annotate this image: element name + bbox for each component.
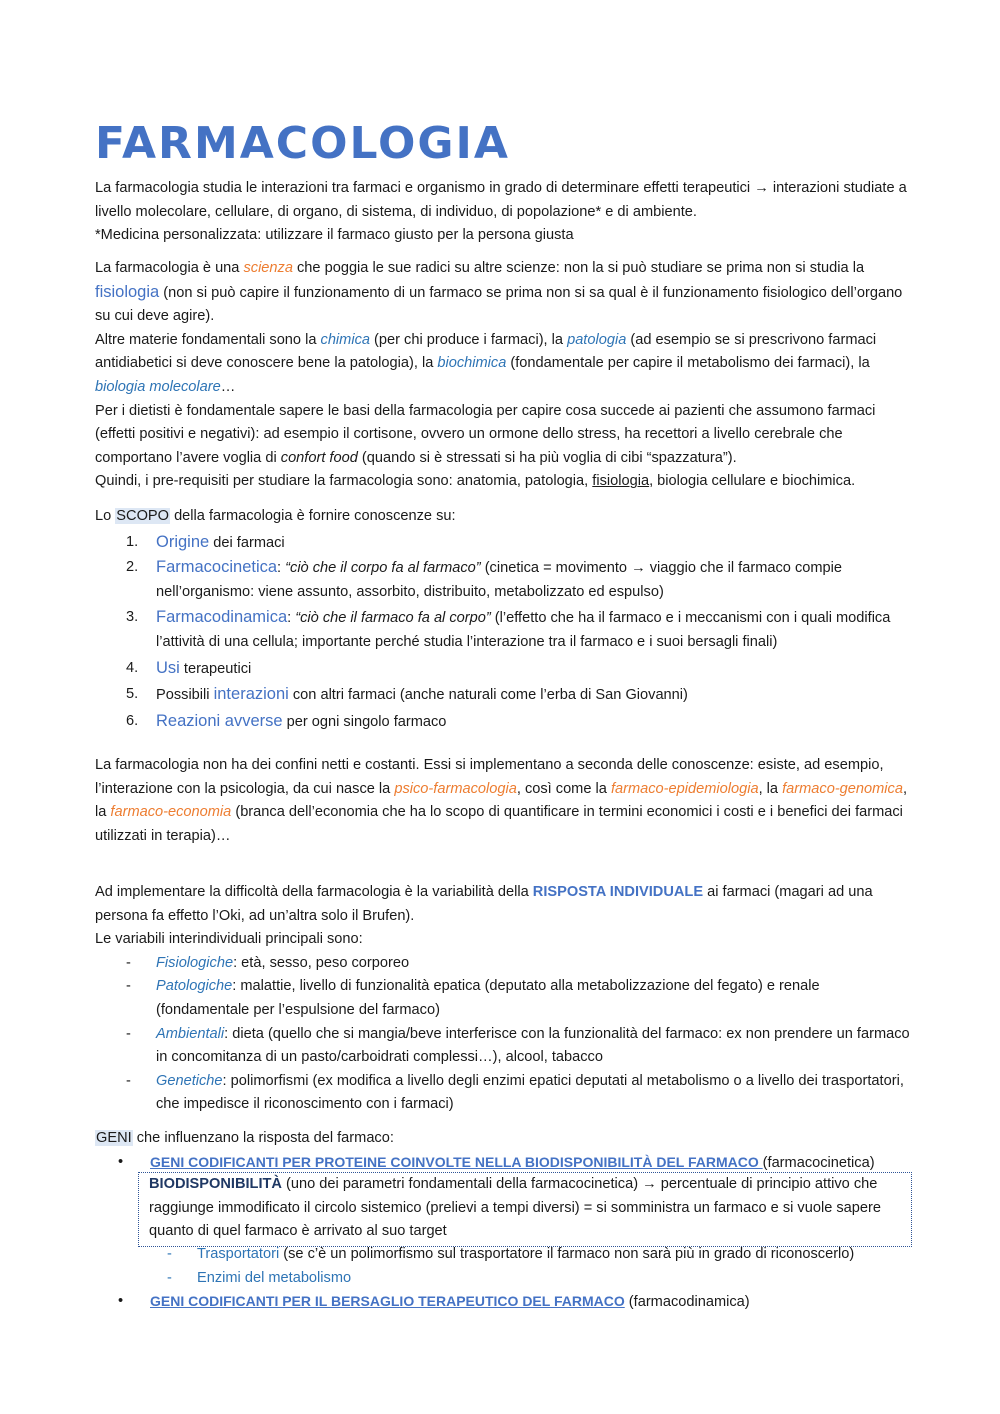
term-comfort-food: confort food xyxy=(280,449,358,466)
bioavailability-box xyxy=(138,1172,912,1247)
prerequisites-text xyxy=(95,257,910,494)
dash-marker: - xyxy=(126,1072,131,1089)
list-text: Possibili xyxy=(156,687,214,704)
dash-marker: - xyxy=(126,1025,131,1042)
list-number: 6. xyxy=(126,712,139,729)
term-biodisponibilita: BIODISPONIBILITÀ xyxy=(149,1176,282,1192)
list-key: Usi xyxy=(156,658,180,677)
list-number: 2. xyxy=(126,559,139,576)
list-text: (se c’è un polimorfismo sul trasportatore il farmaco non sarà più in grado di riconoscerlo) xyxy=(279,1246,855,1262)
text-run: (fondamentale per capire il metabolismo dei farmaci), la xyxy=(506,355,870,372)
term-farmaco-epidemiologia: farmaco-epidemiologia xyxy=(610,780,759,797)
list-text: : malattie, livello di funzionalità epatica (deputato alla metabolizzazione del fegato) e renale (fondamentale per l’espulsione del farmaco) xyxy=(156,978,820,1018)
intro-text: La farmacologia studia le interazioni tra farmaci e organismo in grado di determinare effetti terapeutici → interazioni studiate a livello molecolare, cellulare, di organo, di sistema, di individuo, di popolazione* e di ambiente. xyxy=(95,180,907,220)
text-run: (branca dell’economia che ha lo scopo di quantificare in termini economici i costi e i benefici dei farmaci utilizzati in terapia)… xyxy=(95,804,903,844)
list-item xyxy=(95,1023,910,1070)
dash-marker: - xyxy=(167,1246,172,1262)
text-run: La farmacologia è una xyxy=(95,260,244,276)
bullet-marker: • xyxy=(118,1153,124,1170)
list-text: per ogni singolo farmaco xyxy=(282,713,447,730)
list-number: 3. xyxy=(126,609,139,626)
list-item xyxy=(95,1290,910,1315)
term-farmaco-economia: farmaco-economia xyxy=(110,804,232,821)
list-text: : dieta (quello che si mangia/beve interferisce con la funzionalità del farmaco: ex non prendere un farmaco in concomitanza di un pasto/carboidrati complessi…), alcool, tabacco xyxy=(156,1025,910,1066)
list-key: Trasportatori xyxy=(197,1246,280,1262)
list-key: Farmacodinamica xyxy=(156,608,288,627)
list-item xyxy=(95,952,910,976)
text-run: (ad esempio se si prescrivono farmaci antidiabetici si deve conoscere bene la patologia), la xyxy=(95,331,877,372)
list-text: (farmacocinetica) xyxy=(762,1154,875,1171)
intro-paragraph xyxy=(95,177,910,248)
list-item xyxy=(95,975,910,1022)
list-key: Reazioni avverse xyxy=(156,711,283,730)
genes-heading xyxy=(95,1127,910,1151)
term-biologia-molecolare: biologia molecolare xyxy=(95,378,221,395)
dash-marker: - xyxy=(126,954,131,971)
text-run: ai farmaci (magari ad una persona fa effetto l’Oki, ad un’altra solo il Brufen). xyxy=(95,884,873,924)
term-fisiologia-underlined: fisiologia xyxy=(592,473,650,490)
list-item xyxy=(95,1070,910,1117)
list-item xyxy=(95,657,910,682)
prerequisites-paragraph xyxy=(95,257,910,494)
term-biochimica: biochimica xyxy=(437,355,507,372)
list-text: : xyxy=(277,560,286,577)
boundaries-paragraph xyxy=(95,754,910,848)
boundaries-text xyxy=(95,754,910,848)
list-text: terapeutici xyxy=(179,660,252,677)
text-run: , così come la xyxy=(516,780,611,797)
genes-keyword: GENI xyxy=(96,1130,132,1146)
text-run: (non si può capire il funzionamento di un farmaco se prima non si sa qual è il funzionamento fisiologico dell’organo su cui deve agire). xyxy=(95,284,903,325)
list-item xyxy=(95,683,910,708)
variability-section xyxy=(95,881,910,1117)
list-text: dei farmaci xyxy=(209,534,285,551)
list-key: Patologiche xyxy=(156,978,233,995)
genes-target-link[interactable]: GENI CODIFICANTI PER IL BERSAGLIO TERAPEUTICO DEL FARMACO xyxy=(150,1293,625,1310)
bullet-marker: • xyxy=(118,1293,124,1310)
list-text: : xyxy=(287,610,296,627)
list-item xyxy=(95,1243,910,1267)
list-text: (l’effetto che ha il farmaco e i meccanismi con i quali modifica l’attività di una cellula; importante perché studia l’interazione tra il farmaco e i suoi bersagli finali) xyxy=(156,610,891,650)
list-item xyxy=(95,710,910,735)
list-number: 4. xyxy=(126,659,139,676)
list-item xyxy=(95,606,910,654)
list-text: con altri farmaci (anche naturali come l’erba di San Giovanni) xyxy=(288,687,688,704)
genes-bioavailability-link[interactable]: GENI CODIFICANTI PER PROTEINE COINVOLTE NELLA BIODISPONIBILITÀ DEL FARMACO xyxy=(150,1153,763,1170)
list-key: interazioni xyxy=(213,685,289,704)
text-run: , la xyxy=(758,780,783,797)
term-psico-farmacologia: psico-farmacologia xyxy=(394,780,517,797)
genes-sublist-block xyxy=(95,1243,910,1315)
list-key: Ambientali xyxy=(156,1025,225,1042)
list-item xyxy=(95,531,910,556)
list-key: Enzimi del metabolismo xyxy=(197,1269,352,1286)
text-run: , la xyxy=(95,780,908,821)
dash-marker: - xyxy=(167,1269,172,1286)
text-run: (per chi produce i farmaci), la xyxy=(369,331,568,348)
list-quote: “ciò che il farmaco fa al corpo” xyxy=(295,610,491,627)
list-key: Origine xyxy=(156,532,210,551)
text-run: Per i dietisti è fondamentale sapere le basi della farmacologia per capire cosa succede ai pazienti che assumono farmaci (effetti positivi e negativi): ad esempio il cortisone, ovvero un ormone dello stress, ha recettori a livello cerebrale che comportano l’avere voglia di xyxy=(95,402,876,466)
term-scienza: scienza xyxy=(243,260,293,276)
list-text: : età, sesso, peso corporeo xyxy=(233,954,410,971)
list-number: 5. xyxy=(126,686,139,703)
term-risposta-individuale: RISPOSTA INDIVIDUALE xyxy=(532,884,704,900)
list-key: Genetiche xyxy=(156,1072,223,1089)
term-farmaco-genomica: farmaco-genomica xyxy=(782,780,903,797)
scope-keyword: SCOPO xyxy=(116,508,170,524)
text-run: Lo xyxy=(95,508,116,524)
text-run: che influenzano la risposta del farmaco: xyxy=(132,1130,394,1146)
list-item xyxy=(95,556,910,604)
intro-note: *Medicina personalizzata: utilizzare il farmaco giusto per la persona giusta xyxy=(95,227,574,244)
scope-heading xyxy=(95,505,910,529)
variables-list xyxy=(95,952,910,1117)
list-text: (farmacodinamica) xyxy=(624,1294,750,1311)
text-run: Quindi, i pre-requisiti per studiare la farmacologia sono: anatomia, patologia, xyxy=(95,473,593,490)
genes-section xyxy=(95,1127,910,1175)
scope-list xyxy=(95,531,910,735)
term-fisiologia: fisiologia xyxy=(95,282,160,301)
text-run: … xyxy=(220,378,236,395)
list-text: : polimorfismi (ex modifica a livello degli enzimi epatici deputati al metabolismo o a livello dei trasportatori, che impedisce il riconoscimento con i farmaci) xyxy=(156,1072,904,1113)
text-run: che poggia le sue radici su altre scienze: non la si può studiare se prima non si studia la xyxy=(292,260,865,276)
scope-section xyxy=(95,505,910,734)
text-run: Altre materie fondamentali sono la xyxy=(95,331,321,348)
text-run: La farmacologia non ha dei confini netti e costanti. Essi si implementano a seconda delle conoscenze: esiste, ad esempio, l’interazione con la psicologia, da cui nasce la xyxy=(95,757,884,797)
list-key: Farmacocinetica xyxy=(156,558,278,577)
text-run: Le variabili interindividuali principali sono: xyxy=(95,931,363,948)
list-quote: “ciò che il corpo fa al farmaco” xyxy=(285,560,481,577)
bioavailability-text xyxy=(149,1173,907,1244)
dash-marker: - xyxy=(126,978,131,995)
term-patologia: patologia xyxy=(567,331,627,348)
text-run: (uno dei parametri fondamentali della farmacocinetica) → percentuale di principio attivo che raggiunge immodificato il circolo sistemico (prelievi a tempi diversi) = si somministra un farmaco e si vuole sapere quanto di quel farmaco è arrivato al suo target xyxy=(149,1176,881,1240)
genes-list-2 xyxy=(95,1290,910,1315)
term-chimica: chimica xyxy=(320,331,370,348)
list-text: (cinetica = movimento → viaggio che il farmaco compie nell’organismo: viene assunto, assorbito, distribuito, metabolizzato ed espulso) xyxy=(156,560,842,600)
text-run: Ad implementare la difficoltà della farmacologia è la variabilità della xyxy=(95,884,533,900)
list-number: 1. xyxy=(126,533,139,550)
text-run: della farmacologia è fornire conoscenze su: xyxy=(170,508,456,524)
list-item xyxy=(95,1267,910,1291)
genes-sublist xyxy=(95,1243,910,1290)
text-run: , biologia cellulare e biochimica. xyxy=(649,473,856,490)
text-run: (quando si è stressati si ha più voglia di cibi “spazzatura”). xyxy=(357,449,737,466)
list-key: Fisiologiche xyxy=(156,954,234,971)
variability-text xyxy=(95,881,910,952)
page-title: FARMACOLOGIA xyxy=(95,118,510,169)
